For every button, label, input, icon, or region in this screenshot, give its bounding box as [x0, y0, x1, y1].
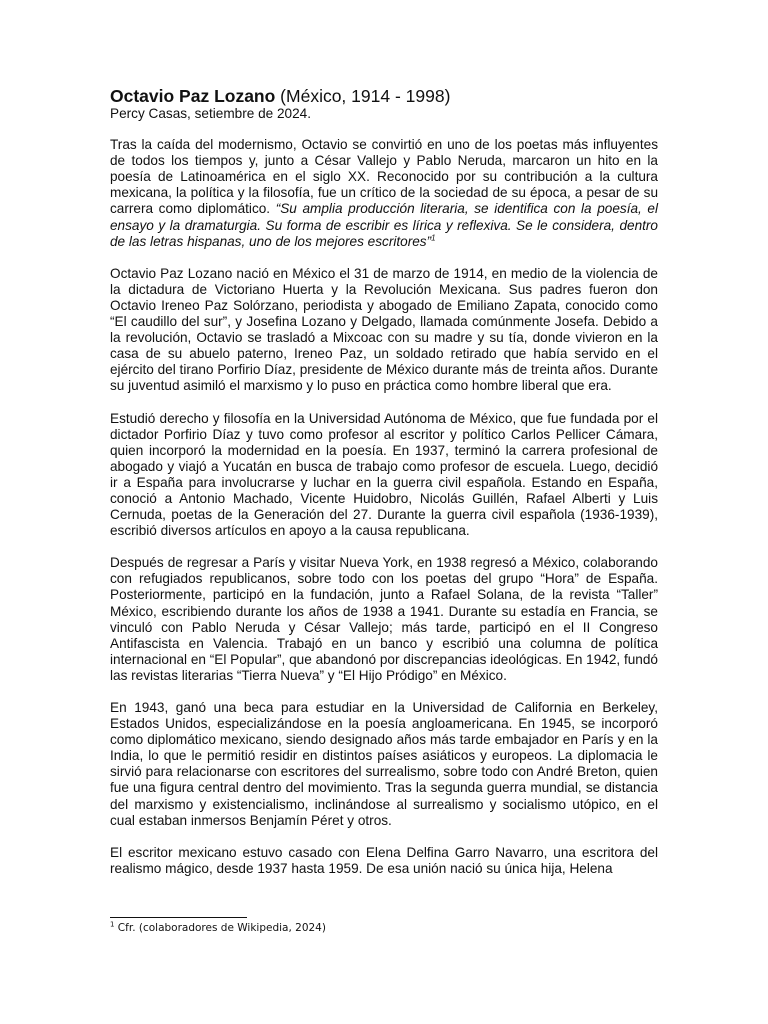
footnote [110, 922, 326, 935]
paragraph-studies: Estudió derecho y filosofía en la Universidad Autónoma de México, que fue fundada por el dictador Porfirio Díaz y tuvo como profesor al escritor y político Carlos Pellicer Cámara, quien incorporó la modernidad en la poesía. En 1937, terminó la carrera profesional de abogado y viajó a Yucatán en busca de trabajo como profesor de escuela. Luego, decidió ir a España para involucrarse y luchar en la guerra civil española. Estando en España, conoció a Antonio Machado, Vicente Huidobro, Nicolás Guillén, Rafael Alberti y Luis Cernuda, poetas de la Generación del 27. Durante la guerra civil española (1936-1939), escribió diversos artículos en apoyo a la causa republicana. [110, 410, 658, 539]
footnote-reference[interactable]: 1 [431, 233, 436, 243]
byline: Percy Casas, setiembre de 2024. [110, 106, 311, 121]
document-title [110, 86, 658, 106]
author-dates: (México, 1914 - 1998) [275, 86, 451, 106]
paragraph-birth: Octavio Paz Lozano nació en México el 31 de marzo de 1914, en medio de la violencia de la dictadura de Victoriano Huerta y la Revolución Mexicana. Sus padres fueron don Octavio Ireneo Paz Solórzano, periodista y abogado de Emiliano Zapata, conocido como “El caudillo del sur”, y Josefina Lozano y Delgado, llamada comúnmente Josefa. Debido a la revolución, Octavio se trasladó a Mixcoac con su madre y su tía, donde vivieron en la casa de su abuelo paterno, Ireneo Paz, un soldado retirado que había servido en el ejército del tirano Porfirio Díaz, presidente de México durante más de treinta años. Durante su juventud asimiló el marxismo y lo puso en práctica como hombre liberal que era. [110, 265, 658, 394]
paragraph-return-mexico: Después de regresar a París y visitar Nueva York, en 1938 regresó a México, colaborando con refugiados republicanos, sobre todo con los poetas del grupo “Hora” de España. Posteriormente, participó en la fundación, junto a Rafael Solana, de la revista “Taller” México, escribiendo durante los años de 1938 a 1941. Durante su estadía en Francia, se vinculó con Pablo Neruda y César Vallejo; más tarde, participó en el II Congreso Antifascista en Valencia. Trabajó en un banco y escribió una columna de política internacional en “El Popular”, que abandonó por discrepancias ideológicas. En 1942, fundó las revistas literarias “Tierra Nueva” y “El Hijo Pródigo” en México. [110, 555, 658, 683]
author-name: Octavio Paz Lozano [110, 86, 276, 106]
footnote-number: 1 [110, 920, 115, 929]
intro-paragraph [110, 137, 658, 250]
footnote-text: Cfr. (colaboradores de Wikipedia, 2024) [114, 922, 326, 934]
footnote-divider [110, 917, 247, 918]
document-body [110, 86, 658, 877]
intro-quote: “Su amplia producción literaria, se identifica con la poesía, el ensayo y la dramaturgia. Su forma de escribir es lírica y reflexiva. Se le considera, dentro de las letras hispanas, uno de los mejores escritores” [110, 201, 659, 249]
intro-text: Tras la caída del modernismo, Octavio se convirtió en uno de los poetas más influyentes de todos los tiempos y, junto a César Vallejo y Pablo Neruda, marcaron un hito en la poesía de Latinoamérica en el siglo XX. Reconocido por su contribución a la cultura mexicana, la política y la filosofía, fue un crítico de la sociedad de su época, a pesar de su carrera como diplomático. [110, 137, 658, 217]
paragraph-marriage: El escritor mexicano estuvo casado con Elena Delfina Garro Navarro, una escritora del realismo mágico, desde 1937 hasta 1959. De esa unión nació su única hija, Helena [110, 844, 658, 876]
paragraph-diplomacy: En 1943, ganó una beca para estudiar en la Universidad de California en Berkeley, Estados Unidos, especializándose en la poesía angloamericana. En 1945, se incorporó como diplomático mexicano, siendo designado años más tarde embajador en París y en la India, lo que le permitió residir en distintos países asiáticos y europeos. La diplomacia le sirvió para relacionarse con escritores del surrealismo, sobre todo con André Breton, quien fue una figura central dentro del movimiento. Tras la segunda guerra mundial, se distancia del marxismo y existencialismo, inclinándose al surrealismo y socialismo utópico, en el cual estaban inmersos Benjamín Péret y otros. [110, 700, 658, 828]
